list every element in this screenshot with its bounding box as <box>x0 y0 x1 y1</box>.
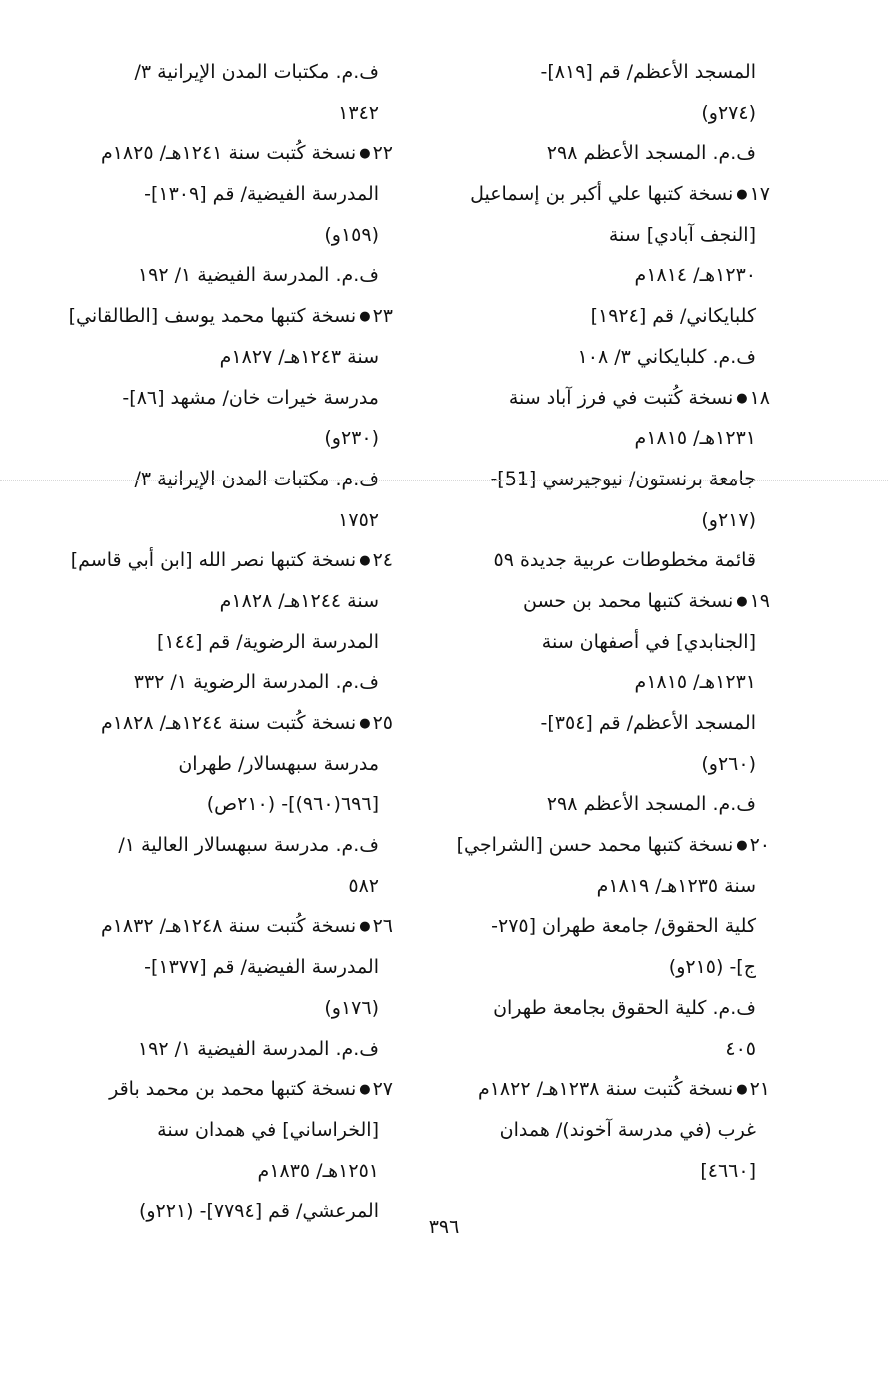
entry-line <box>435 52 770 93</box>
bullet-icon: ● <box>736 390 748 406</box>
entry-text: نسخة كتبها محمد بن حسن <box>523 589 734 612</box>
entry-line <box>435 947 770 988</box>
entry-text: ١٢٣١هـ/ ١٨١٥م <box>634 671 756 694</box>
entry-heading-line <box>48 1069 393 1110</box>
entry-text: ف.م. كلية الحقوق بجامعة طهران <box>493 996 756 1019</box>
entry-text: المرعشي/ قم [٧٧٩٤]- (٢٢١و) <box>138 1200 379 1223</box>
entry-text: مدرسة سبهسالار/ طهران <box>178 752 379 775</box>
entry-text: نسخة كُتبت في فرز آباد سنة <box>508 386 734 409</box>
entry-line <box>48 1151 393 1192</box>
entry-text: (٢٣٠و) <box>324 427 379 450</box>
entry-line <box>48 784 393 825</box>
page-number: ٣٩٦ <box>428 1216 460 1238</box>
entry-number: ٢٠ <box>749 834 770 857</box>
entry-line <box>435 662 770 703</box>
bullet-icon: ● <box>359 146 371 162</box>
entry-line <box>48 378 393 419</box>
entry-line <box>48 174 393 215</box>
entry-text: [الخراساني] في همدان سنة <box>157 1118 379 1141</box>
entry-line <box>435 540 770 581</box>
entry-line <box>48 744 393 785</box>
entry-heading-line <box>435 174 770 215</box>
entry-line <box>48 255 393 296</box>
entry-text: نسخة كتبها محمد بن محمد باقر <box>109 1078 357 1101</box>
entry-text: المدرسة الرضوية/ قم [١٤٤] <box>157 630 379 653</box>
entry-number: ٢٦ <box>372 915 393 938</box>
entry-text: ١٧٥٢ <box>338 508 379 531</box>
entry-line <box>435 418 770 459</box>
entry-line <box>48 337 393 378</box>
entry-number: ٢٤ <box>372 549 393 572</box>
entry-text: ف.م. المدرسة الفيضية ١/ ١٩٢ <box>137 264 379 287</box>
entry-number: ٢٧ <box>372 1078 393 1101</box>
entry-heading-line <box>48 296 393 337</box>
bullet-icon: ● <box>736 593 748 609</box>
entry-text: ف.م. المسجد الأعظم ٢٩٨ <box>546 142 756 165</box>
entry-line <box>48 1029 393 1070</box>
bullet-icon: ● <box>736 1082 748 1098</box>
bullet-icon: ● <box>359 716 371 731</box>
entry-line <box>435 1110 770 1151</box>
entry-text: ف.م. مكتبات المدن الإيرانية ٣/ <box>134 467 379 490</box>
entry-line <box>48 418 393 459</box>
entry-line <box>435 1029 770 1070</box>
entry-text: نسخة كتبها محمد حسن [الشراجي] <box>456 834 734 857</box>
entry-heading-line <box>435 825 770 866</box>
entry-text: ف.م. مكتبات المدن الإيرانية ٣/ <box>134 61 379 83</box>
entry-number: ١٧ <box>749 183 770 206</box>
entry-line <box>48 988 393 1029</box>
entry-line <box>48 500 393 541</box>
entry-text: ٤٠٥ <box>725 1037 756 1060</box>
entry-line <box>435 988 770 1029</box>
left-column <box>48 52 393 1232</box>
entry-text: غرب (في مدرسة آخوند)/ همدان <box>499 1118 756 1141</box>
entry-text: نسخة كتبها نصر الله [ابن أبي قاسم] <box>70 549 357 572</box>
entry-text: ف.م. المدرسة الفيضية ١/ ١٩٢ <box>137 1037 379 1060</box>
entry-heading-line <box>48 133 393 174</box>
entry-text: [الجنابدي] في أصفهان سنة <box>541 630 756 653</box>
entry-line <box>435 296 770 337</box>
entry-text: المسجد الأعظم/ قم [٣٥٤]- <box>540 712 756 734</box>
entry-line <box>435 703 770 744</box>
bullet-icon: ● <box>359 309 371 325</box>
entry-line <box>435 133 770 174</box>
entry-text: ف.م. كلبايكاني ٣/ ١٠٨ <box>577 345 756 368</box>
entry-text: ف.م. المدرسة الرضوية ١/ ٣٣٢ <box>133 671 379 694</box>
entry-text: ف.م. مدرسة سبهسالار العالية ١/ <box>118 834 379 857</box>
entry-line <box>48 52 393 93</box>
bullet-icon: ● <box>736 187 748 203</box>
entry-text: المسجد الأعظم/ قم [٨١٩]- <box>540 61 756 83</box>
entry-text: قائمة مخطوطات عربية جديدة ٥٩ <box>493 549 756 572</box>
bullet-icon: ● <box>736 838 748 854</box>
entry-line <box>435 255 770 296</box>
entry-text: سنة ١٢٤٤هـ/ ١٨٢٨م <box>219 589 379 612</box>
entry-number: ٢٢ <box>372 142 393 165</box>
entry-text: نسخة كتبها محمد يوسف [الطالقاني] <box>68 305 357 328</box>
entry-text: [النجف آبادي] سنة <box>608 223 756 246</box>
entry-heading-line <box>435 1069 770 1110</box>
entry-line <box>435 744 770 785</box>
entry-line <box>435 784 770 825</box>
entry-text: المدرسة الفيضية/ قم [١٣٠٩]- <box>144 183 379 206</box>
entry-text: ١٣٤٢ <box>338 101 379 124</box>
entry-text: سنة ١٢٣٥هـ/ ١٨١٩م <box>596 874 756 897</box>
entry-line <box>435 906 770 947</box>
entry-text: نسخة كُتبت سنة ١٢٤٤هـ/ ١٨٢٨م <box>100 712 357 734</box>
entry-text: (٢٦٠و) <box>701 752 756 775</box>
entry-line <box>48 1110 393 1151</box>
entry-text: نسخة كتبها علي أكبر بن إسماعيل <box>470 183 734 206</box>
entry-heading-line <box>48 703 393 744</box>
entry-line <box>435 500 770 541</box>
bullet-icon: ● <box>359 553 371 569</box>
entry-heading-line <box>435 581 770 622</box>
entry-text: (٢١٧و) <box>701 508 756 531</box>
entry-text: (١٥٩و) <box>324 223 379 246</box>
entry-text: مدرسة خيرات خان/ مشهد [٨٦]- <box>122 386 379 409</box>
entry-number: ٢١ <box>749 1078 770 1101</box>
entry-text: كلية الحقوق/ جامعة طهران [٢٧٥- <box>491 915 756 938</box>
entry-text: ٥٨٢ <box>348 874 379 897</box>
entry-text: [٦٩٦(٩٦٠)]- (٢١٠ص) <box>206 793 379 816</box>
entry-text: ج]- (٢١٥و) <box>668 956 756 979</box>
entry-text: المدرسة الفيضية/ قم [١٣٧٧]- <box>144 956 379 979</box>
entry-line <box>48 825 393 866</box>
entry-text: ١٢٥١هـ/ ١٨٣٥م <box>257 1159 379 1182</box>
entry-text: ١٢٣٠هـ/ ١٨١٤م <box>634 264 756 287</box>
entry-text: نسخة كُتبت سنة ١٢٤١هـ/ ١٨٢٥م <box>100 142 357 165</box>
entry-number: ١٩ <box>749 589 770 612</box>
entry-heading-line <box>48 540 393 581</box>
entry-text: سنة ١٢٤٣هـ/ ١٨٢٧م <box>219 345 379 368</box>
entry-line <box>48 93 393 134</box>
bullet-icon: ● <box>359 919 371 935</box>
entry-line <box>48 662 393 703</box>
entry-text: ف.م. المسجد الأعظم ٢٩٨ <box>546 793 756 816</box>
entry-line <box>48 947 393 988</box>
entry-number: ٢٣ <box>372 305 393 328</box>
entry-text: نسخة كُتبت سنة ١٢٣٨هـ/ ١٨٢٢م <box>477 1078 734 1101</box>
entry-text: ١٢٣١هـ/ ١٨١٥م <box>634 427 756 450</box>
entry-number: ٢٥ <box>372 712 393 734</box>
entry-heading-line <box>48 906 393 947</box>
entry-number: ١٨ <box>749 386 770 409</box>
entry-text: كلبايكاني/ قم [١٩٢٤] <box>590 305 756 328</box>
entry-text: (١٧٦و) <box>324 996 379 1019</box>
entry-line <box>435 866 770 907</box>
entry-line <box>48 215 393 256</box>
entry-text: نسخة كُتبت سنة ١٢٤٨هـ/ ١٨٣٢م <box>100 915 357 938</box>
entry-line <box>48 581 393 622</box>
entry-line <box>48 622 393 663</box>
entry-text: جامعة برنستون/ نيوجيرسي [51]- <box>490 467 756 490</box>
scan-artifact-dotted-line <box>0 480 888 481</box>
right-column <box>435 52 770 1191</box>
entry-heading-line <box>435 378 770 419</box>
entry-text: [٤٦٦٠] <box>700 1159 756 1182</box>
entry-line <box>435 93 770 134</box>
entry-text: (٢٧٤و) <box>701 101 756 124</box>
entry-line <box>435 215 770 256</box>
entry-line <box>435 622 770 663</box>
entry-line <box>48 866 393 907</box>
bullet-icon: ● <box>359 1082 371 1098</box>
entry-line <box>435 1151 770 1192</box>
entry-line <box>435 337 770 378</box>
